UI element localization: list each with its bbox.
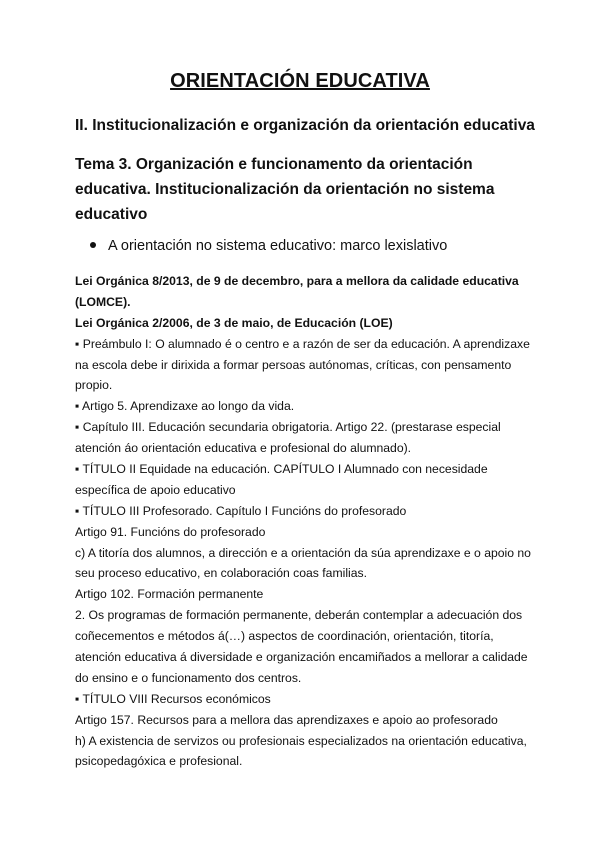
topic-heading-line: educativo [75, 206, 148, 223]
body-line: Artigo 102. Formación permanente [75, 587, 264, 602]
body-line: ▪ Capítulo III. Educación secundaria obrigatoria. Artigo 22. (prestarase especial [75, 420, 501, 435]
law-reference-line: (LOMCE). [75, 294, 131, 309]
bullet-icon [90, 242, 96, 248]
bullet-item [90, 238, 447, 254]
document-title: ORIENTACIÓN EDUCATIVA [170, 70, 430, 92]
topic-heading [75, 152, 535, 227]
body-line: coñecementos e métodos á(…) aspectos de coordinación, orientación, titoría, [75, 629, 494, 644]
body-line: ▪ TÍTULO VIII Recursos económicos [75, 691, 271, 706]
body-line: na escola debe ir dirixida a formar persoas autónomas, críticas, con pensamento [75, 357, 512, 372]
body-line: 2. Os programas de formación permanente, deberán contemplar a adecuación dos [75, 608, 523, 623]
body-line: ▪ Preámbulo I: O alumnado é o centro e a razón de ser da educación. A aprendizaxe [75, 336, 530, 351]
topic-heading-line: educativa. Institucionalización da orientación no sistema [75, 181, 495, 198]
body-line: ▪ Artigo 5. Aprendizaxe ao longo da vida. [75, 399, 295, 414]
law-reference-line: Lei Orgánica 2/2006, de 3 de maio, de Educación (LOE) [75, 315, 393, 330]
body-line: atención áo orientación educativa e profesional do alumnado). [75, 441, 412, 456]
topic-heading-line: Tema 3. Organización e funcionamento da orientación [75, 156, 473, 173]
body-line: Artigo 157. Recursos para a mellora das aprendizaxes e apoio ao profesorado [75, 712, 498, 727]
law-reference-line: Lei Orgánica 8/2013, de 9 de decembro, para a mellora da calidade educativa [75, 274, 519, 288]
body-line: propio. [75, 378, 113, 393]
body-line: c) A titoría dos alumnos, a dirección e a orientación da súa aprendizaxe e o apoio no [75, 545, 531, 560]
body-line: psicopedagóxica e profesional. [75, 754, 243, 769]
bullet-text: A orientación no sistema educativo: marco lexislativo [108, 238, 448, 254]
body-line: Artigo 91. Funcións do profesorado [75, 524, 266, 539]
body-line: h) A existencia de servizos ou profesionais especializados na orientación educativa, [75, 733, 527, 748]
body-line: seu proceso educativo, en colaboración coas familias. [75, 566, 367, 581]
body-line: ▪ TÍTULO II Equidade na educación. CAPÍTULO I Alumnado con necesidade [75, 462, 488, 477]
body-text [75, 271, 545, 772]
body-line: específica de apoio educativo [75, 482, 236, 497]
section-heading: II. Institucionalización e organización da orientación educativa [75, 117, 535, 134]
body-line: atención educativa á diversidade e organización encamiñados a mellorar a calidade [75, 650, 528, 665]
body-line: ▪ TÍTULO III Profesorado. Capítulo I Funcións do profesorado [75, 503, 407, 518]
body-line: do ensino e o funcionamento dos centros. [75, 670, 302, 685]
